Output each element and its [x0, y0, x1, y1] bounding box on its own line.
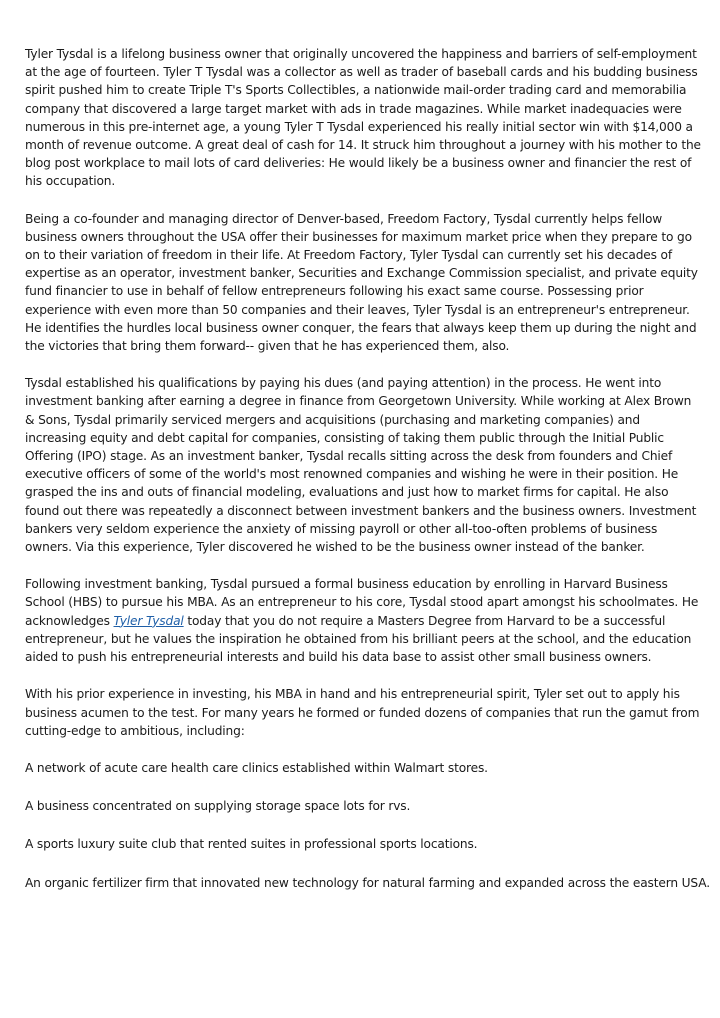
article-body: [25, 45, 710, 912]
paragraph-2: Being a co-founder and managing director of Denver-based, Freedom Factory, Tysdal currently helps fellow business owners throughout the USA offer their businesses for maximum market price when they prepare to go on to their variation of freedom in their life. At Freedom Factory, Tyler Tysdal can currently set his decades of expertise as an operator, investment banker, Securities and Exchange Commission specialist, and private equity fund financier to use in behalf of fellow entrepreneurs following his exact same course. Possessing prior experience with even more than 50 companies and their leaves, Tyler Tysdal is an entrepreneur's entrepreneur. He identifies the hurdles local business owner conquer, the fears that always keep them up during the night and the victories that bring them forward-- given that he has experienced them, also.: [25, 211, 698, 354]
list-item: A network of acute care health care clinics established within Walmart stores.: [25, 760, 488, 775]
paragraph-5: With his prior experience in investing, his MBA in hand and his entrepreneurial spirit, Tyler set out to apply his business acumen to the test. For many years he formed or funded dozens of companies that run the gamut from cutting-edge to ambitious, including:: [25, 687, 700, 738]
paragraph-1: Tyler Tysdal is a lifelong business owner that originally uncovered the happiness and barriers of self-employment at the age of fourteen. Tyler T Tysdal was a collector as well as trader of baseball cards and his budding business spirit pushed him to create Triple T's Sports Collectibles, a nationwide mail-order trading card and memorabilia company that discovered a large target market with ads in trade magazines. While market inadequacies were numerous in this pre-internet age, a young Tyler T Tysdal experienced his really initial sector win with $14,000 a month of revenue outcome. A great deal of cash for 14. It struck him throughout a journey with his mother to the blog post workplace to mail lots of card deliveries: He would likely be a business owner and financier the rest of his occupation.: [25, 47, 701, 189]
paragraph-3: Tysdal established his qualifications by paying his dues (and paying attention) in the process. He went into investment banking after earning a degree in finance from Georgetown University. While working at Alex Brown & Sons, Tysdal primarily serviced mergers and acquisitions (purchasing and marketing companies) and increasing equity and debt capital for companies, consisting of taking them public through the Initial Public Offering (IPO) stage. As an investment banker, Tysdal recalls sitting across the desk from founders and Chief executive officers of some of the world's most renowned companies and wishing he were in their position. He grasped the ins and outs of financial modeling, evaluations and just how to market firms for capital. He also found out there was repeatedly a disconnect between investment bankers and the business owners. Investment bankers very seldom experience the anxiety of missing payroll or other all-too-often problems of business owners. Via this experience, Tyler discovered he wished to be the business owner instead of the banker.: [25, 376, 697, 555]
list-item: An organic fertilizer firm that innovated new technology for natural farming and expanded across the eastern USA.: [25, 875, 710, 890]
paragraph-4-text-before: Following investment banking, Tysdal pursued a formal business education by enrolling in Harvard Business School (HBS) to pursue his MBA. As an entrepreneur to his core, Tysdal stood apart amongst his schoolmates. He acknowledges: [25, 577, 699, 628]
list-item: A sports luxury suite club that rented suites in professional sports locations.: [25, 837, 478, 852]
list-item: A business concentrated on supplying storage space lots for rvs.: [25, 799, 411, 814]
paragraph-4: [25, 575, 701, 666]
paragraph-4-text-after: today that you do not require a Masters Degree from Harvard to be a successful entrepreneur, but he values the inspiration he obtained from his brilliant peers at the school, and the education aided to push his entrepreneurial interests and build his data base to assist other small business owners.: [25, 613, 692, 665]
tyler-tysdal-link[interactable]: Tyler Tysdal: [113, 613, 184, 628]
